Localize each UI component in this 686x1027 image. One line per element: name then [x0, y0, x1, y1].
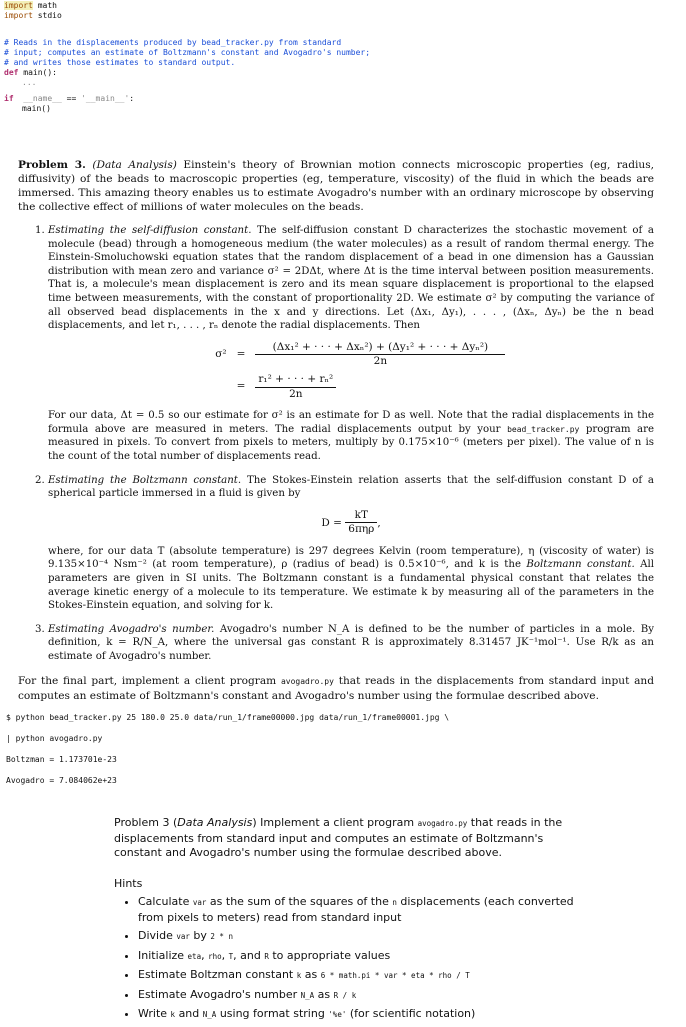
final-instruction: For the final part, implement a client program avogadro.py that reads in the displacements from standard input and computes an estimate of Boltzmann's constant and Avogadro's number using the formulae described above. — [18, 674, 654, 702]
step-avogadro: 3. Estimating Avogadro's number. Avogadro's number N_A is defined to be the number of particles in a mole. By definition, k = R/N_A, where the universal gas constant R is approximately 8.31457 JK⁻¹mol⁻¹. Use R/k as an estimate of Avogadro's number. — [48, 623, 654, 664]
terminal-line-avogadro: Avogadro = 7.084062e+23 — [6, 776, 117, 786]
stokes-einstein-equation: D = $\frac{kT}{\text{6πηρ}}$ , — [321, 508, 381, 536]
code-comment-2: # input; computes an estimate of Boltzmann's constant and Avogadro's number; — [4, 48, 371, 57]
code-line-import-stdio: import stdio — [4, 11, 62, 20]
hint-item: • Initialize eta, rho, T, and R to appropriate values — [138, 949, 594, 965]
code-if-main: if __name__ == '__main__': — [4, 94, 135, 103]
hints-heading: Hints — [114, 876, 143, 890]
code-call-main: main() — [22, 104, 51, 113]
card-title: Problem 3 (Data Analysis) Implement a client program avogadro.py that reads in the displacements from standard input and computes an estimate of Boltzmann's constant and Avogadro's number using the formulae described above. — [114, 816, 563, 859]
code-ellipsis: ... — [22, 78, 37, 87]
terminal-line-pipe: | python avogadro.py — [6, 733, 103, 743]
code-line-import-math: import math — [4, 1, 57, 10]
problem-summary-card — [114, 816, 594, 1027]
hint-item: • Estimate Avogadro's number N_A as R / k — [138, 988, 594, 1004]
hint-item: • Calculate var as the sum of the squares of the n displacements (each converted from pixels to meters) read from standard input — [138, 895, 594, 925]
hint-item: • Divide var by 2 * n — [138, 929, 594, 945]
step-boltzmann: 2. Estimating the Boltzmann constant. The Stokes-Einstein relation asserts that the self-diffusion constant D of a spherical particle immersed in a fluid is given by D = $\frac{kT}{\text{6πηρ}}$ , where, for our data T (absolute temperature) is 297 degrees Kelvin (room temperature), η (viscosity of water) is 9.135×10⁻⁴ Nsm⁻² (at room temperature), ρ (radius of bead) is 0.5×10⁻⁶, and k is the Boltzmann constant. All parameters are given in SI units. The Boltzmann constant is a fundamental physical constant that relates the average kinetic energy of a molecule to its temperature. We estimate k by measuring all of the parameters in the Stokes-Einstein equation, and solving for k. — [48, 474, 654, 613]
variance-equation: σ² = $\frac{\text{(Δx₁² + · · · + Δxₙ²) + (Δy₁² + · · · + Δyₙ²)}}{2n}$ = $\frac{\text{r₁² + · · · + rₙ²}}{2n}$ — [48, 341, 654, 401]
code-def-main: def main(): — [4, 68, 57, 77]
terminal-output — [6, 702, 449, 797]
problem-steps — [18, 224, 654, 664]
code-comment-1: # Reads in the displacements produced by bead_tracker.py from standard — [4, 38, 342, 47]
terminal-line-boltzmann: Boltzman = 1.173701e-23 — [6, 754, 117, 764]
hints-list — [114, 895, 594, 1023]
step-self-diffusion: 1. Estimating the self-diffusion constant. The self-diffusion constant D characterizes the stochastic movement of a molecule (bead) through a homogeneous medium (the water molecules) as a result of random thermal energy. The Einstein-Smoluchowski equation states that the random displacement of a bead in one dimension has a Gaussian distribution with mean zero and variance σ² = 2DΔt, where Δt is the time interval between position measurements. That is, a molecule's mean displacement is zero and its mean square displacement is proportional to the elapsed time between measurements, with the constant of proportionality 2D. We estimate σ² by computing the variance of all observed bead displacements in the x and y directions. Let (Δx₁, Δy₁), . . . , (Δxₙ, Δyₙ) be the n bead displacements, and let r₁, . . . , rₙ denote the radial displacements. Then σ² = $\frac{\text{(Δx₁² + · · · + Δxₙ²) + (Δy₁² + · · · + Δyₙ²)}}{2n}$ = $\frac{\text{r₁² + · · · + rₙ²}}{2n}$ For our data, Δt = 0.5 so our estimate for σ² is an estimate for D as well. Note that the radial displacements in the formula above are measured in meters. The radial displacements output by your bead_tracker.py program are measured in pixels. To convert from pixels to meters, multiply by 0.175×10⁻⁶ (meters per pixel). The value of n is the count of the total number of displacements read. — [48, 224, 654, 464]
hint-item: • Write k and N_A using format string '%e' (for scientific notation) — [138, 1007, 594, 1023]
code-comment-3: # and writes those estimates to standard output. — [4, 58, 236, 67]
problem-intro: Problem 3. (Data Analysis) Einstein's theory of Brownian motion connects microscopic properties (eg, radius, diffusivity) of the beads to macroscopic properties (eg, temperature, viscosity) of the fluid in which the beads are immersed. This amazing theory enables us to estimate Avogadro's number with an ordinary microscope by observing the collective effect of millions of water molecules on the beads. — [18, 159, 654, 213]
hint-item: • Estimate Boltzman constant k as 6 * math.pi * var * eta * rho / T — [138, 968, 594, 984]
code-snippet — [0, 0, 686, 130]
terminal-line-command: $ python bead_tracker.py 25 180.0 25.0 data/run_1/frame00000.jpg data/run_1/frame00001.jpg \ — [6, 712, 450, 722]
problem-statement — [18, 158, 654, 711]
